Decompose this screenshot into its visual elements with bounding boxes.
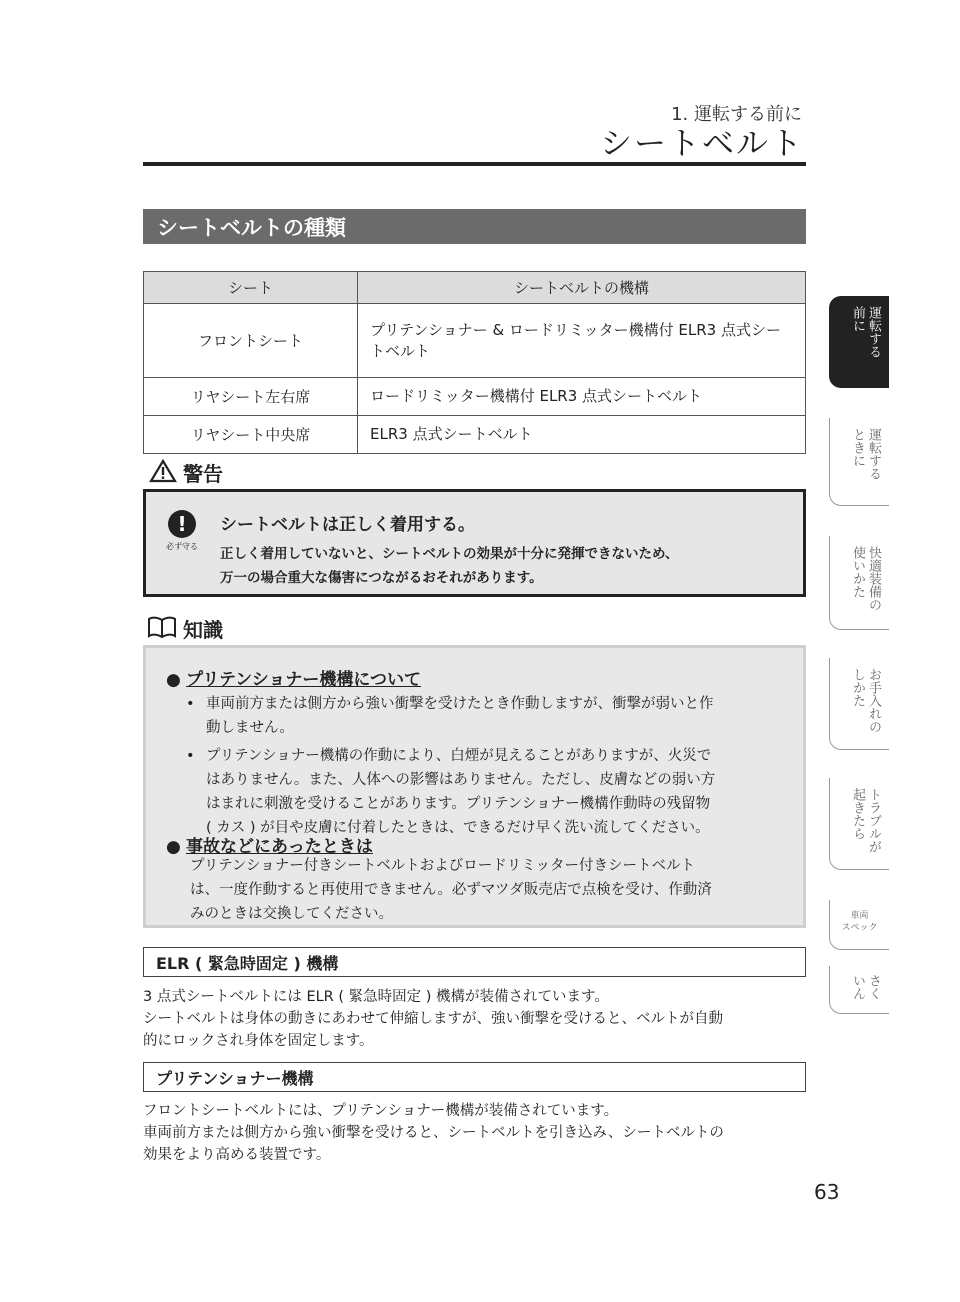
pretensioner-paragraph: フロントシートベルトには、プリテンショナー機構が装備されています。 車両前方または側方から強い衝撃を受けると、シートベルトを引き込み、シートベルトの 効果をより高める装置です。: [143, 1103, 724, 1163]
tab-label: 車両: [850, 911, 869, 921]
list-item: • 車両前方または側方から強い衝撃を受けたとき作動しますが、衝撃が弱いと作 動しません。: [186, 696, 714, 736]
warning-line: 万一の場合重大な傷害につながるおそれがあります。: [220, 570, 543, 586]
table-header-row: [144, 272, 806, 304]
tab-troubleshooting[interactable]: [829, 778, 889, 870]
tab-label: 起きたら: [850, 788, 865, 840]
table-header-mechanism: シートベルトの機構: [358, 272, 806, 304]
tab-label: 運転する: [866, 306, 881, 358]
warning-label: 警告: [183, 462, 223, 486]
table-row: [144, 378, 806, 416]
table-row: [144, 304, 806, 378]
warning-body: [220, 542, 790, 590]
table-cell-seat: リヤシート左右席: [144, 378, 358, 416]
table-cell-mechanism: プリテンショナー & ロードリミッター機構付 ELR3 点式シートベルト: [358, 304, 806, 378]
book-icon: [147, 615, 177, 643]
table-cell-seat: リヤシート中央席: [144, 416, 358, 454]
tab-label: 使いかた: [850, 546, 865, 598]
header-rule: [143, 162, 806, 166]
knowledge-heading: [147, 614, 223, 643]
knowledge-text: プリテンショナー付きシートベルトおよびロードリミッター付きシートベルト は、一度作動すると再使用できません。必ずマツダ販売店で点検を受け、作動済 みのときは交換してください。: [190, 858, 712, 922]
table-cell-mechanism: ロードリミッター機構付 ELR3 点式シートベルト: [358, 378, 806, 416]
must-follow-icon: [164, 510, 200, 552]
knowledge-label: 知識: [183, 618, 223, 642]
tab-while-driving[interactable]: [829, 418, 889, 506]
tab-index[interactable]: [829, 966, 889, 1014]
tab-label: いん: [850, 974, 865, 1000]
section-title-bar: シートベルトの種類: [143, 209, 806, 244]
warning-heading: [149, 458, 223, 487]
knowledge-topic: ● プリテンショナー機構について: [166, 670, 422, 690]
chapter-label: 1. 運転する前に: [671, 104, 802, 125]
seatbelt-type-table: [143, 271, 806, 454]
warning-title: シートベルトは正しく着用する。: [220, 515, 475, 535]
warning-triangle-icon: [149, 459, 177, 487]
tab-maintenance[interactable]: [829, 658, 889, 750]
exclamation-icon: !: [168, 510, 196, 538]
elr-paragraph: 3 点式シートベルトには ELR ( 緊急時固定 ) 機構が装備されています。 シートベルトは身体の動きにあわせて伸縮しますが、強い衝撃を受けると、ベルトが自動 的にロックされ身体を固定します。: [143, 989, 723, 1049]
knowledge-topic: ● 事故などにあったときは: [166, 837, 373, 857]
page-title: シートベルト: [599, 124, 804, 162]
tab-label: トラブルが: [866, 788, 881, 853]
table-cell-seat: フロントシート: [144, 304, 358, 378]
tab-label: しかた: [850, 668, 865, 707]
must-follow-label: 必ず守る: [166, 542, 198, 551]
pretensioner-section-title: プリテンショナー機構: [143, 1062, 806, 1092]
tab-specifications[interactable]: [829, 900, 889, 950]
elr-section-title: ELR ( 緊急時固定 ) 機構: [143, 947, 806, 977]
tab-before-driving[interactable]: [829, 296, 889, 388]
table-row: [144, 416, 806, 454]
tab-label: 運転する: [866, 428, 881, 480]
tab-label: さく: [866, 974, 881, 1000]
list-item: • プリテンショナー機構の作動により、白煙が見えることがありますが、火災で はありません。また、人体への影響はありません。ただし、皮膚などの弱い方 はまれに刺激を受けることがあります。プリテンショナー機構作動時の残留物 ( カス ) が目や皮膚に付着したときは、できるだけ早く洗い流してください。: [186, 748, 716, 836]
warning-box: [143, 489, 806, 597]
tab-label: 快適装備の: [866, 546, 881, 611]
table-cell-mechanism: ELR3 点式シートベルト: [358, 416, 806, 454]
tab-label: お手入れの: [866, 668, 881, 733]
table-header-seat: シート: [144, 272, 358, 304]
page-number: 63: [814, 1180, 840, 1204]
tab-label: スペック: [841, 923, 878, 933]
tab-label: 前に: [850, 306, 865, 332]
tab-label: ときに: [850, 428, 865, 467]
warning-line: 正しく着用していないと、シートベルトの効果が十分に発揮できないため、: [220, 546, 679, 562]
tab-comfort-features[interactable]: [829, 536, 889, 630]
knowledge-box: [143, 645, 806, 928]
